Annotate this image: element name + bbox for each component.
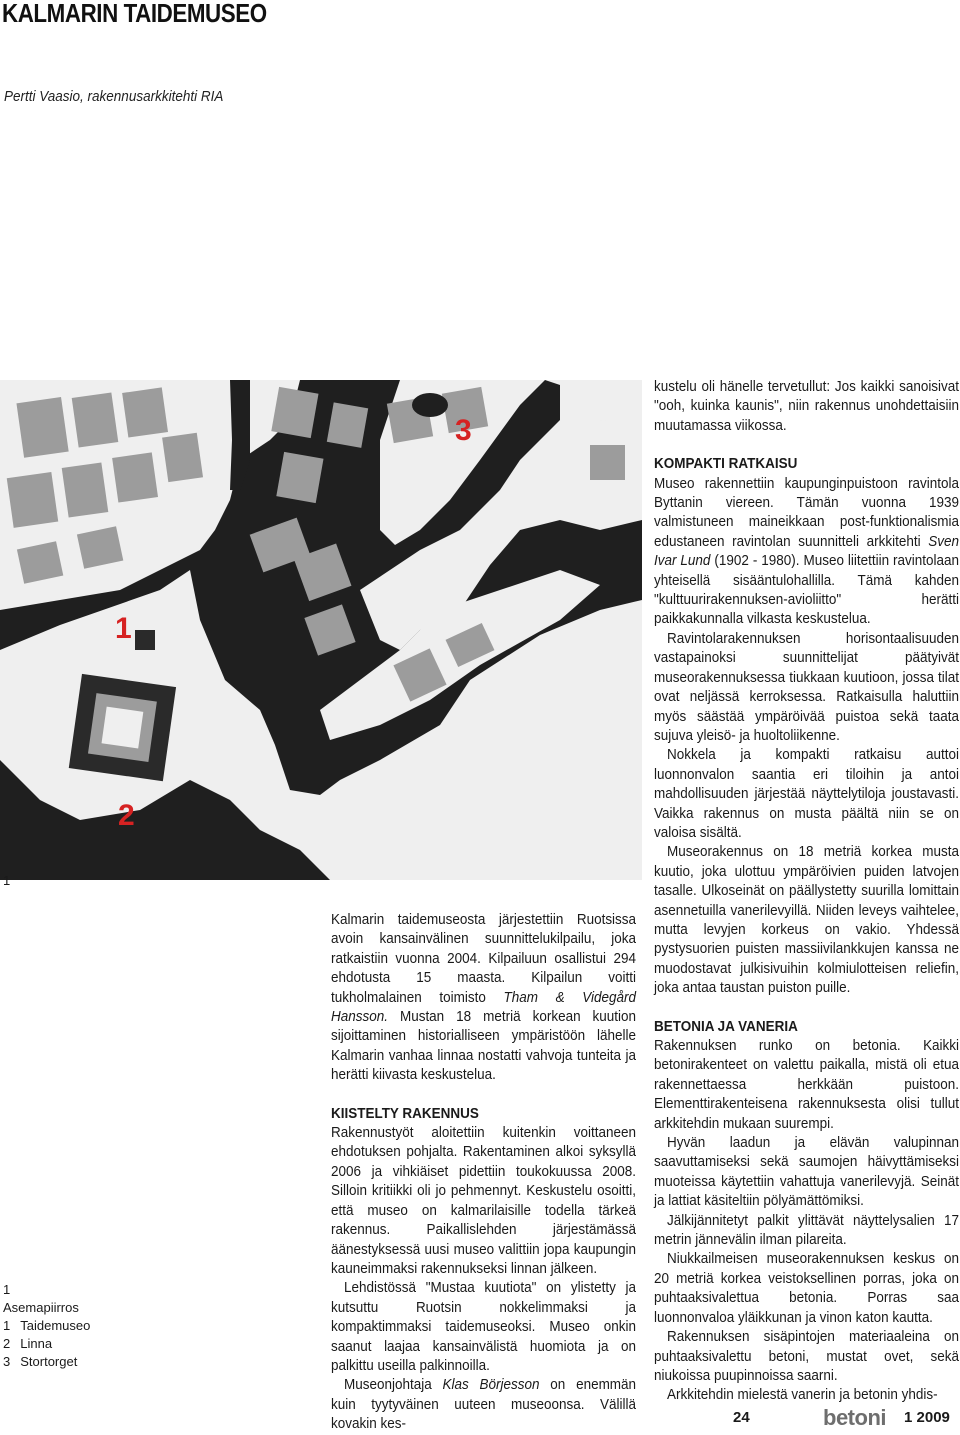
architect-name: Sven Ivar Lund xyxy=(654,533,960,570)
legend-item-num: 1 xyxy=(3,1318,11,1333)
legend-item-num: 3 xyxy=(3,1354,11,1369)
legend-number: 1 xyxy=(3,1282,11,1297)
article-column-right xyxy=(654,378,959,1406)
legend-item xyxy=(3,1317,90,1335)
figure-legend xyxy=(3,1281,90,1371)
paragraph: Museorakennus on 18 metriä korkea musta kuutio, joka ulottuu ympäröivien puiden latvojen tasalle. Ulkoseinät on päällystetty suurilla lomittain asennetuilla vanerilevyillä. Niiden leveys vaihtelee, mutta levyjen korkeus on vakio. Yhdessä pystysuorien puisten massiivilankkujen kanssa ne muodostavat julkisivuihin kolmiulotteisen reliefin, joka antaa taustan puiston puille. xyxy=(654,844,960,997)
map-label-3: 3 xyxy=(455,414,472,447)
map-label-2: 2 xyxy=(118,799,135,832)
paragraph: Jälkijännitetyt palkit ylittävät näyttelysalien 17 metrin jännevälin ilman pilareita. xyxy=(654,1212,960,1249)
paragraph: Lehdistössä "Mustaa kuutiota" on ylistetty ja kutsuttu Ruotsin nokkelimmaksi ja kompaktimmaksi taidemuseoksi. Museo onkin saanut laajaa kansainvälistä huomiota ja on palkittu useilla palkinnoilla. xyxy=(331,1280,637,1374)
legend-item-label: Linna xyxy=(20,1336,53,1351)
section-heading: BETONIA JA VANERIA xyxy=(654,1018,798,1035)
section-heading: KIISTELTY RAKENNUS xyxy=(331,1105,479,1122)
author-line: Pertti Vaasio, rakennusarkkitehti RIA xyxy=(4,88,224,105)
paragraph: Ravintolarakennuksen horisontaalisuuden vastapainoksi suunnittelijat päätyivät museorakennuksessa tiukkaan kuutioon, jossa tilat ovat neljässä kerroksessa. Ratkaisulla haluttiin myös säästää ympäröivää puistoa sekä taata sujuva yleisö- ja huoltoliikenne. xyxy=(654,630,960,744)
architect-name: Tham & Videgård Hansson. xyxy=(331,989,637,1026)
magazine-logo: betoni xyxy=(823,1405,886,1430)
legend-item xyxy=(3,1335,90,1353)
paragraph: Museo rakennettiin kaupunginpuistoon ravintola Byttanin viereen. Tämän vuonna 1939 valmistuneen maineikkaan post-funktionalismia edustaneen ravintolan suunnitteli arkkitehti Sven Ivar Lund (1902 - 1980). Museo liitettiin ravintolaan yhteisellä sisääntulohallilla. Tämä kahden "kulttuurirakennuksen-avioliitto" herätti paikkakunnalla vilkasta keskustelua. xyxy=(654,475,960,628)
legend-item-label: Taidemuseo xyxy=(20,1318,91,1333)
paragraph: Rakennuksen runko on betonia. Kaikki betonirakenteet on valettu paikalla, mistä oli etua rakennettaessa herkkään puistoon. Elementtirakenteisena rakennuksesta olisi tullut arkkitehdin mukaan suurempi. xyxy=(654,1038,960,1132)
page-number: 24 xyxy=(733,1409,750,1426)
paragraph: Niukkailmeisen museorakennuksen keskus on 20 metriä korkea veistoksellinen porras, joka on puhtaaksivalettua betonia. Porras saa luonnonvaloa yläikkunan ja vinon katon kautta. xyxy=(654,1251,960,1326)
figure-number: 1 xyxy=(3,873,11,888)
paragraph: kustelu oli hänelle tervetullut: Jos kaikki sanoisivat "ooh, kuinka kaunis", niin rakennus unohdettaisiin muutamassa viikossa. xyxy=(654,379,960,434)
issue-number: 1 2009 xyxy=(904,1409,950,1426)
paragraph: Hyvän laadun ja elävän valupinnan saavuttamiseksi sekä saumojen häivyttämiseksi muoteissa käytettiin vahattuja vanerilevyjä. Seinät ja lattiat käsiteltiin pölyämättömiksi. xyxy=(654,1135,960,1210)
map-label-1: 1 xyxy=(115,612,132,645)
person-name: Klas Börjesson xyxy=(442,1377,540,1394)
museum-building xyxy=(135,630,155,650)
page-title: KALMARIN TAIDEMUSEO xyxy=(2,0,267,28)
site-plan-map xyxy=(0,380,642,880)
stortorget-shape xyxy=(412,393,448,417)
legend-item-label: Stortorget xyxy=(20,1354,78,1369)
section-heading: KOMPAKTI RATKAISU xyxy=(654,456,798,473)
paragraph: Nokkela ja kompakti ratkaisu auttoi luonnonvalon saantia eri tiloihin ja antoi mahdollisuuden järjestää näyttelytiloja joustavasti. Vaikka rakennus on musta päältä niin se on valoisa sisältä. xyxy=(654,747,960,841)
legend-title: Asemapiirros xyxy=(3,1300,79,1315)
article-column-middle xyxy=(331,911,637,1435)
site-plan-svg xyxy=(0,380,642,880)
legend-item-num: 2 xyxy=(3,1336,11,1351)
paragraph: Rakennuksen sisäpintojen materiaaleina on puhtaaksivalettu betoni, mustat ovet, sekä niukoissa puupinnoissa saarni. xyxy=(654,1329,960,1384)
paragraph: Rakennustyöt aloitettiin kuitenkin voittaneen ehdotuksen pohjalta. Rakentaminen alkoi syksyllä 2006 ja vihkiäiset pidettiin toukokuussa 2008. Silloin kritiikki oli jo pehmennyt. Keskustelu osoitti, että museo on kalmarilaisille todella tärkeä rakennus. Paikallislehden järjestämässä äänestyksessä uusi museo valittiin jopa kaupungin kauneimmaksi rakennukseksi linnan jälkeen. xyxy=(331,1125,637,1277)
intro-paragraph: Kalmarin taidemuseosta järjestettiin Ruotsissa avoin kansainvälinen suunnittelukilpailu, joka ratkaistiin vuonna 2004. Kilpailuun osallistui 294 ehdotusta 15 maasta. Kilpailun voitti tukholmalainen toimisto Tham & Videgård Hansson. Mustan 18 metriä korkean kuution sijoittaminen historialliseen ympäristöön lähelle Kalmarin vanhaa linnaa nostatti vahvoja tunteita ja herätti kiivasta keskustelua. xyxy=(331,912,637,1084)
paragraph: Museonjohtaja Klas Börjesson on enemmän kuin tyytyväinen uuteen museoonsa. Välillä kovakin kes- xyxy=(331,1377,637,1433)
paragraph: Arkkitehdin mielestä vanerin ja betonin yhdis- xyxy=(667,1387,938,1404)
legend-item xyxy=(3,1353,90,1371)
castle xyxy=(69,674,176,781)
